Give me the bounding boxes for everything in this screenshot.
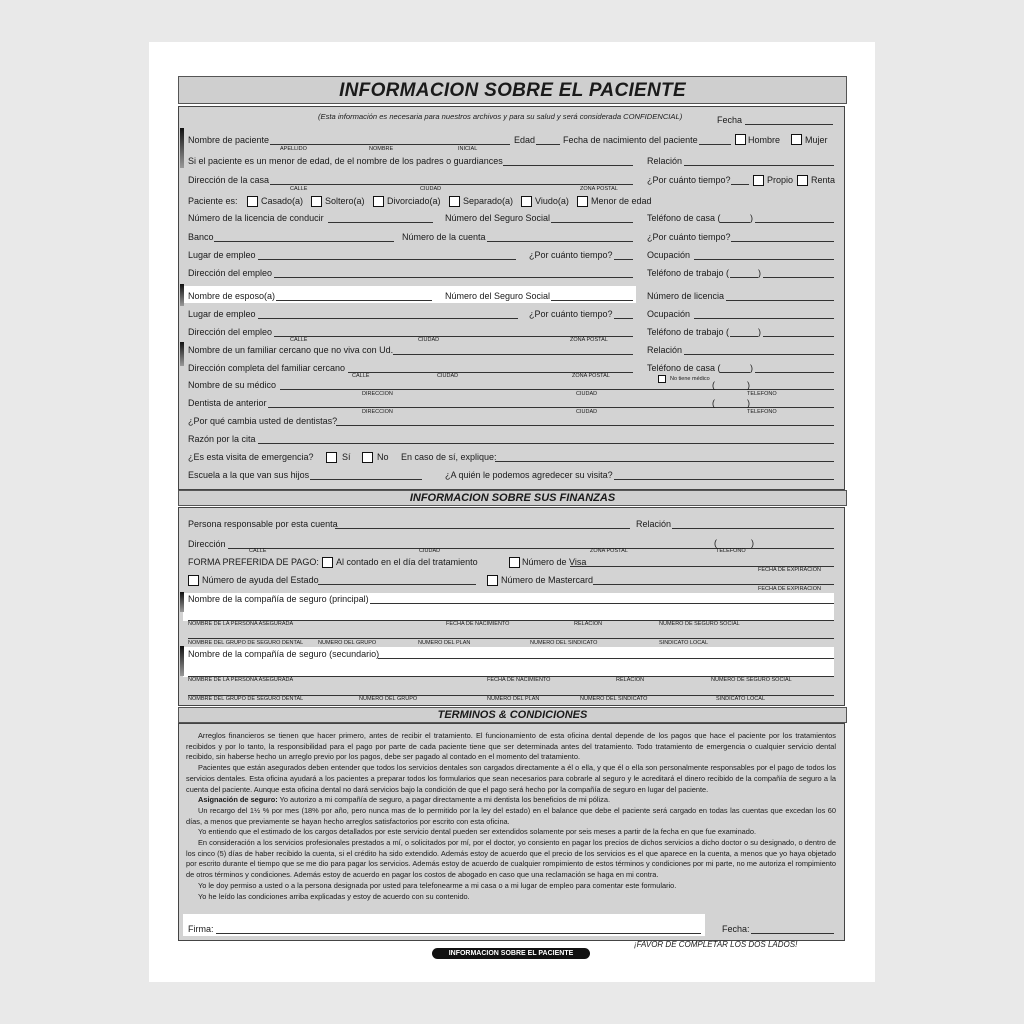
spouse-employer-label: Lugar de empleo	[188, 309, 256, 319]
how-long-label: ¿Por cuánto tiempo?	[529, 250, 613, 260]
sub-label: CIUDAD	[420, 186, 442, 192]
confidential-note: (Esta información es necesaria para nuestros archivos y para su salud y será considerada CONFIDENCIAL)	[318, 112, 683, 121]
relation-field[interactable]	[684, 165, 834, 166]
spouse-work-address-label: Dirección del empleo	[188, 327, 273, 337]
mastercard-field[interactable]	[593, 584, 834, 585]
terms-paragraph: Yo le doy permiso a usted o a la persona designada por usted para telefonearme a mi casa o a mi lugar de empleo para comentar este formulario.	[198, 880, 677, 890]
birthdate-field[interactable]	[699, 144, 731, 145]
own-label: Propio	[767, 175, 794, 185]
sub-label: NOMBRE DEL GRUPO DE SEGURO DENTAL	[188, 696, 304, 702]
married-checkbox[interactable]	[247, 196, 258, 207]
terms-paragraph	[186, 795, 836, 806]
bank-field[interactable]	[214, 241, 394, 242]
separated-checkbox[interactable]	[449, 196, 460, 207]
separated-label: Separado(a)	[463, 196, 514, 206]
paren: )	[750, 213, 753, 223]
state-aid-label: Número de ayuda del Estado	[202, 575, 319, 585]
sub-label: INICIAL	[458, 146, 478, 152]
prev-dentist-label: Dentista de anterior	[188, 398, 267, 408]
sub-label: NOMBRE	[369, 146, 394, 152]
visit-reason-field[interactable]	[258, 443, 834, 444]
account-label: Número de la cuenta	[402, 232, 486, 242]
own-checkbox[interactable]	[753, 175, 764, 186]
signature-label: Firma:	[188, 924, 214, 934]
divorced-checkbox[interactable]	[373, 196, 384, 207]
occupation-label: Ocupación	[647, 250, 691, 260]
fin-relation-field[interactable]	[672, 528, 834, 529]
emergency-no-checkbox[interactable]	[362, 452, 373, 463]
relative-field[interactable]	[393, 354, 633, 355]
relative-label: Nombre de un familiar cercano que no viva con Ud.	[188, 345, 394, 355]
sub-label: ZONA POSTAL	[590, 548, 628, 554]
sub-label: NUMERO DE SEGURO SOCIAL	[711, 677, 792, 683]
responsible-label: Persona responsable por esta cuenta	[188, 519, 338, 529]
single-checkbox[interactable]	[311, 196, 322, 207]
sub-label: NOMBRE DEL GRUPO DE SEGURO DENTAL	[188, 640, 304, 646]
how-long-field[interactable]	[614, 259, 633, 260]
sub-label: CIUDAD	[437, 373, 459, 379]
explain-label: En caso de sí, explique:	[401, 452, 497, 462]
section-marker	[180, 592, 184, 612]
spouse-work-phone-label: Teléfono de trabajo (	[647, 327, 730, 337]
spouse-occupation-label: Ocupación	[647, 309, 691, 319]
patient-name-field[interactable]	[270, 144, 510, 145]
bank-label: Banco	[188, 232, 214, 242]
footer-tag: INFORMACION SOBRE EL PACIENTE	[432, 948, 590, 959]
terms-text	[186, 731, 836, 902]
sub-label: DIRECCION	[362, 391, 393, 397]
relative-address-label: Dirección completa del familiar cercano	[188, 363, 346, 373]
sub-label: CALLE	[290, 186, 308, 192]
insurance-assignment-text: Yo autorizo a mi compañía de seguro, a pagar directamente a mi dentista los beneficios de mi póliza.	[279, 795, 611, 805]
sub-label: NOMBRE DE LA PERSONA ASEGURADA	[188, 677, 294, 683]
license-label: Número de la licencia de conducir	[188, 213, 324, 223]
change-dentist-field[interactable]	[336, 425, 834, 426]
sub-label: ZONA POSTAL	[572, 373, 610, 379]
paren: )	[758, 268, 761, 278]
sub-label: FECHA DE NACIMIENTO	[487, 677, 551, 683]
sub-label: NUMERO DEL PLAN	[418, 640, 471, 646]
payment-label: FORMA PREFERIDA DE PAGO:	[188, 557, 319, 567]
sub-label: CALLE	[352, 373, 370, 379]
visa-checkbox[interactable]	[509, 557, 520, 568]
work-phone-label: Teléfono de trabajo (	[647, 268, 730, 278]
sub-label: NUMERO DEL PLAN	[487, 696, 540, 702]
primary-insurance-field[interactable]	[370, 603, 834, 604]
sub-label: RELACION	[616, 677, 645, 683]
spouse-employer-field[interactable]	[258, 318, 518, 319]
relative-phone-label: Teléfono de casa (	[647, 363, 721, 373]
sub-label: CIUDAD	[419, 548, 441, 554]
responsible-field[interactable]	[335, 528, 630, 529]
age-field[interactable]	[536, 144, 560, 145]
fin-relation-label: Relación	[636, 519, 672, 529]
paren: )	[747, 380, 750, 390]
license-field[interactable]	[328, 222, 433, 223]
no-doctor-label: No tiene médico	[670, 376, 710, 382]
explain-field[interactable]	[495, 461, 834, 462]
relative-relation-label: Relación	[647, 345, 683, 355]
relative-phone-field[interactable]	[755, 372, 834, 373]
sub-label: DIRECCION	[362, 409, 393, 415]
secondary-insurance-field[interactable]	[378, 658, 834, 659]
ssn-field[interactable]	[551, 222, 633, 223]
primary-insurance-label: Nombre de la compañía de seguro (principal)	[188, 594, 369, 604]
occupation-field[interactable]	[694, 259, 834, 260]
secondary-insurance-label: Nombre de la compañía de seguro (secundario)	[188, 649, 380, 659]
spouse-ssn-field[interactable]	[551, 300, 633, 301]
how-long-field[interactable]	[614, 318, 633, 319]
guardian-field[interactable]	[503, 165, 633, 166]
sub-label: NUMERO DEL GRUPO	[359, 696, 418, 702]
finance-title: INFORMACION SOBRE SUS FINANZAS	[178, 490, 847, 506]
spouse-license-field[interactable]	[726, 300, 834, 301]
paren-open: (	[712, 398, 715, 408]
how-long-field[interactable]	[731, 241, 834, 242]
visa-label: Número de Visa	[522, 557, 587, 567]
sub-label: ZONA POSTAL	[580, 186, 618, 192]
emergency-label: ¿Es esta visita de emergencia?	[188, 452, 314, 462]
divorced-label: Divorciado(a)	[387, 196, 441, 206]
how-long-label: ¿Por cuánto tiempo?	[647, 232, 731, 242]
no-label: No	[377, 452, 389, 462]
sign-date-label: Fecha:	[722, 924, 750, 934]
home-phone-area[interactable]	[720, 222, 750, 223]
section-marker	[180, 284, 184, 306]
school-label: Escuela a la que van sus hijos	[188, 470, 310, 480]
sub-label: CIUDAD	[576, 409, 598, 415]
referral-label: ¿A quién le podemos agredecer su visita?	[445, 470, 613, 480]
mastercard-checkbox[interactable]	[487, 575, 498, 586]
sub-label: CALLE	[249, 548, 267, 554]
work-address-field[interactable]	[274, 277, 633, 278]
sub-label: NUMERO DEL SINDICATO	[580, 696, 648, 702]
spouse-work-phone-area[interactable]	[730, 336, 758, 337]
fin-address-label: Dirección	[188, 539, 226, 549]
state-aid-checkbox[interactable]	[188, 575, 199, 586]
married-label: Casado(a)	[261, 196, 304, 206]
sub-label: CIUDAD	[418, 337, 440, 343]
sub-label: TELEFONO	[747, 409, 777, 415]
spouse-ssn-label: Número del Seguro Social	[445, 291, 551, 301]
mastercard-label: Número de Mastercard	[501, 575, 594, 585]
work-phone-field[interactable]	[763, 277, 834, 278]
section-marker	[180, 342, 184, 366]
account-field[interactable]	[487, 241, 633, 242]
sub-label: TELEFONO	[716, 548, 746, 554]
spouse-name-field[interactable]	[276, 300, 432, 301]
how-long-label: ¿Por cuánto tiempo?	[647, 175, 731, 185]
visit-reason-label: Razón por la cita	[188, 434, 256, 444]
terms-paragraph: Yo he leído las condiciones arriba explicadas y estoy de acuerdo con su contenido.	[198, 891, 470, 901]
terms-paragraph: En consideración a los servicios profesionales prestados a mí, o solicitados por mí, por el doctor, yo consiento en pagar los precios de dichos servicios a dicho doctor o su designado, o dentro de los cinco (5) días de haber recibido la cuenta, si el crédito ha sido extendido. Además estoy de acuerdo que el precio de los servicios es el que aparece en la cuenta, a menos que yo haya objetado por escrito durante el tiempo que se me dio para pagar los servicios. Además estoy de acuerdo de cualquier rompimiento de estos términos y condiciones por mi parte, no me autoriza el rompimiento de otros términos y condiciones. Además estoy de acuerdo en pagar los costos de abogado en caso que una reclamación se haga en mi contra.	[186, 838, 836, 880]
age-label: Edad	[514, 135, 536, 145]
spouse-license-label: Número de licencia	[647, 291, 725, 301]
patient-name-label: Nombre de paciente	[188, 135, 270, 145]
doctor-label: Nombre de su médico	[188, 380, 277, 390]
cash-label: Al contado en el día del tratamiento	[336, 557, 478, 567]
widowed-checkbox[interactable]	[521, 196, 532, 207]
paren: )	[751, 538, 754, 548]
sub-label: FECHA DE NACIMIENTO	[446, 621, 510, 627]
widowed-label: Viudo(a)	[535, 196, 569, 206]
section-marker	[180, 646, 184, 676]
home-phone-field[interactable]	[755, 222, 834, 223]
form-title: INFORMACION SOBRE EL PACIENTE	[178, 76, 847, 104]
home-address-field[interactable]	[270, 184, 633, 185]
work-phone-area[interactable]	[730, 277, 758, 278]
no-doctor-checkbox[interactable]	[658, 375, 666, 383]
sub-label: SINDICATO LOCAL	[659, 640, 709, 646]
sub-label: TELEFONO	[747, 391, 777, 397]
birthdate-label: Fecha de nacimiento del paciente	[563, 135, 698, 145]
terms-paragraph: Yo entiendo que el estimado de los cargos detallados por este servicio dental pueden ser extendidos solamente por seis meses a partir de la fecha en que fue examinado.	[198, 827, 757, 837]
sub-label: FECHA DE EXPIRACION	[758, 567, 821, 573]
female-checkbox[interactable]	[791, 134, 802, 145]
relative-phone-area[interactable]	[720, 372, 750, 373]
change-dentist-label: ¿Por qué cambia usted de dentistas?	[188, 416, 338, 426]
employer-field[interactable]	[258, 259, 516, 260]
minor-checkbox[interactable]	[577, 196, 588, 207]
terms-title: TERMINOS & CONDICIONES	[178, 707, 847, 723]
primary-group-field[interactable]	[188, 638, 834, 639]
sub-label: CALLE	[290, 337, 308, 343]
female-label: Mujer	[805, 135, 828, 145]
rent-label: Renta	[811, 175, 836, 185]
rent-checkbox[interactable]	[797, 175, 808, 186]
terms-paragraph: Pacientes que están asegurados deben entender que todos los servicios dentales son cargados directamente a él o ella, y que él o ella son personalmente responsables por el pago de todos los servicios dentales. Esta oficina ayudará a los pacientes a preparar todos los formularios que sean necesarios para cobrarle al seguro y le acreditará el dinero recibido de la compañía de seguro a la cuenta del paciente. Aunque esta oficina dental no dará servicios bajo la condición de que el pago será hecho por la compañía de seguro en lugar del paciente.	[186, 763, 836, 794]
section-marker	[180, 128, 184, 168]
how-long-field[interactable]	[731, 184, 749, 185]
sub-label: RELACION	[574, 621, 603, 627]
sub-label: CIUDAD	[576, 391, 598, 397]
emergency-yes-checkbox[interactable]	[326, 452, 337, 463]
paren: )	[758, 327, 761, 337]
relation-label: Relación	[647, 156, 683, 166]
relative-relation-field[interactable]	[684, 354, 834, 355]
insurance-assignment-heading: Asignación de seguro:	[198, 795, 278, 805]
sub-label: SINDICATO LOCAL	[716, 696, 766, 702]
state-aid-field[interactable]	[318, 584, 476, 585]
home-phone-label: Teléfono de casa (	[647, 213, 721, 223]
sign-date-field[interactable]	[751, 933, 834, 934]
ssn-label: Número del Seguro Social	[445, 213, 551, 223]
yes-label: Sí	[342, 452, 351, 462]
paren-open: (	[712, 380, 715, 390]
date-field[interactable]	[745, 124, 833, 125]
status-label: Paciente es:	[188, 196, 238, 206]
single-label: Soltero(a)	[325, 196, 365, 206]
sub-label: NUMERO DE SEGURO SOCIAL	[659, 621, 740, 627]
date-label: Fecha	[717, 115, 743, 125]
terms-paragraph: Un recargo del 1½ % por mes (18% por año, pero nunca mas de lo permitido por la ley del estado) en el balance que debe el paciente será cargado en todas las cuentas que excedan los 60 días, a menos que previamente se hayan hecho arreglos satisfactorios por escrito con esta oficina.	[186, 805, 836, 826]
spouse-name-label: Nombre de esposo(a)	[188, 291, 276, 301]
sub-label: NOMBRE DE LA PERSONA ASEGURADA	[188, 621, 294, 627]
work-address-label: Dirección del empleo	[188, 268, 273, 278]
employer-label: Lugar de empleo	[188, 250, 256, 260]
school-field[interactable]	[310, 479, 422, 480]
minor-label: Si el paciente es un menor de edad, de el nombre de los padres o guardiances	[188, 156, 503, 166]
paren: )	[750, 363, 753, 373]
doctor-field[interactable]	[280, 389, 834, 390]
sub-label: APELLIDO	[280, 146, 307, 152]
sub-label: ZONA POSTAL	[570, 337, 608, 343]
spouse-occupation-field[interactable]	[694, 318, 834, 319]
footer-note: ¡FAVOR DE COMPLETAR LOS DOS LADOS!	[634, 940, 798, 949]
sub-label: FECHA DE EXPIRACION	[758, 586, 821, 592]
minor-status-label: Menor de edad	[591, 196, 652, 206]
male-label: Hombre	[748, 135, 781, 145]
cash-checkbox[interactable]	[322, 557, 333, 568]
spouse-work-phone-field[interactable]	[763, 336, 834, 337]
terms-paragraph: Arreglos financieros se tienen que hacer primero, antes de recibir el tratamiento. El funcionamiento de esta oficina dental depende de los pagos que hace el paciente por los tratamientos recibidos y por lo tanto, la responsibilidad para el pago por parte de cada paciente tiene que ser determinada antes del tratamiento. Todo tratamiento de emergencia o cualquier servicio dental recibido, sin haberse hecho un arreglo previo por los pagos, debe ser pagado al contado en el momento del tratamiento.	[186, 731, 836, 762]
home-address-label: Dirección de la casa	[188, 175, 270, 185]
paren-open: (	[714, 538, 717, 548]
sub-label: NUMERO DEL SINDICATO	[530, 640, 598, 646]
referral-field[interactable]	[614, 479, 834, 480]
sub-label: NUMERO DEL GRUPO	[318, 640, 377, 646]
male-checkbox[interactable]	[735, 134, 746, 145]
how-long-label: ¿Por cuánto tiempo?	[529, 309, 613, 319]
signature-field[interactable]	[216, 933, 701, 934]
paren: )	[747, 398, 750, 408]
